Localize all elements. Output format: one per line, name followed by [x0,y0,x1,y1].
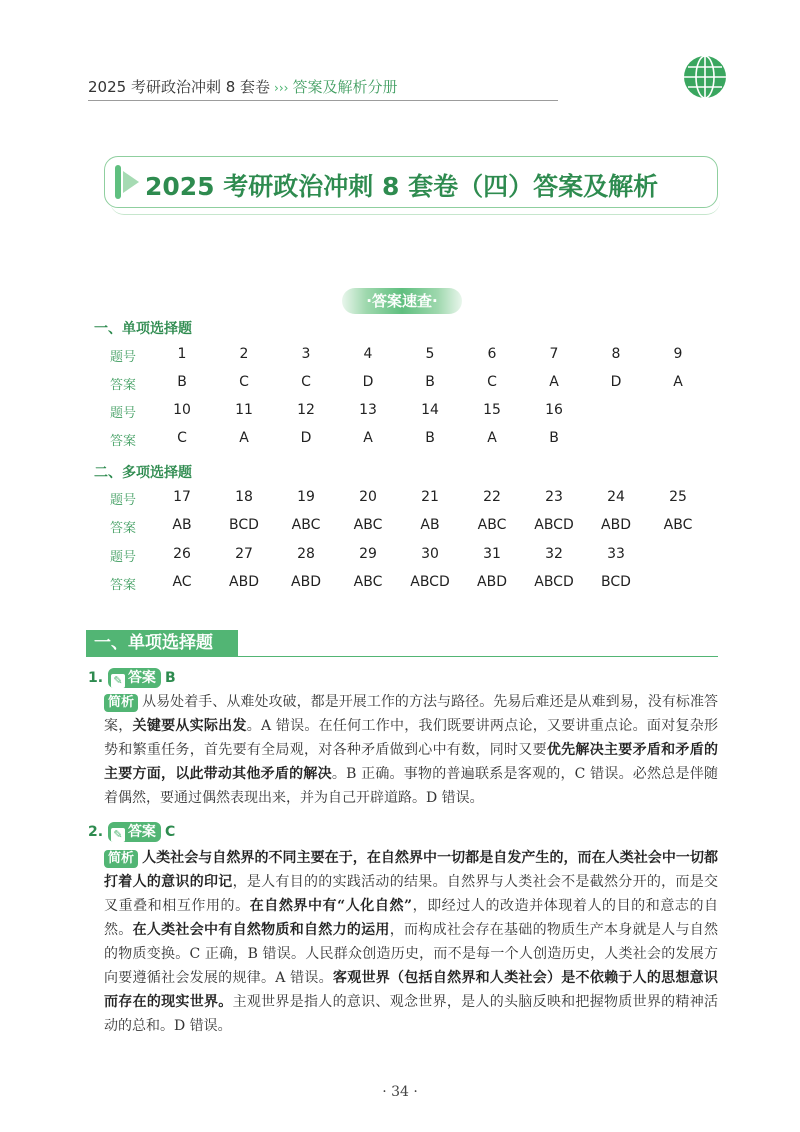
answer-cell: C [239,374,249,390]
question-number-cell: 20 [359,489,377,505]
question-number-cell: 24 [607,489,625,505]
question-1-answer-line [88,668,176,688]
answer-cell: ABC [353,517,383,533]
question-2-number: 2. [88,824,104,840]
question-number-cell: 12 [297,402,315,418]
answer-cell: C [487,374,497,390]
question-number-cell: 13 [359,402,377,418]
answer-row [0,574,800,596]
q1-bold-1: 关键要从实际出发 [132,718,247,734]
answer-cell: BCD [229,517,259,533]
answer-cell: AB [172,517,192,533]
page-number: · 34 · [382,1084,418,1100]
question-number-cell: 23 [545,489,563,505]
q1-bold-2: 优先解决主要矛盾和矛盾的主要方面，以此带动其他矛盾的解决 [104,742,719,782]
answer-cell: A [549,374,559,390]
analysis-tag [104,850,138,868]
row-label-num: 题号 [110,493,137,508]
q2-text-3: ，而构成社会存在基础的物质生产本身就是人与自然的物质变换。C 正确，B 错误。人民群众创造历史，而不是每一个人创造历史，人类社会的发展方向要遵循社会发展的规律。A 错误。 [104,922,719,986]
question-1-answer: B [164,670,176,686]
question-number-cell: 25 [669,489,687,505]
question-2-answer: C [164,824,176,840]
question-number-cell: 7 [549,346,559,362]
question-number-cell: 26 [173,546,191,562]
question-number-cell: 5 [425,346,435,362]
question-number-cell: 30 [421,546,439,562]
question-2-analysis [104,846,718,1038]
question-number-cell: 8 [611,346,621,362]
row-label-ans: 答案 [110,578,137,593]
answer-cell: ABCD [534,517,574,533]
question-number-cell: 18 [235,489,253,505]
answer-cell: D [362,374,374,390]
question-number-cell: 31 [483,546,501,562]
row-label-num: 题号 [110,350,137,365]
answer-cell: ABD [601,517,631,533]
q1-text-2: 。A 错误。在任何工作中，我们既要讲两点论，又要讲重点论。面对复杂形势和繁重任务，首先要有全局观，对各种矛盾做到心中有数，同时又要 [104,718,719,758]
question-number-cell: 2 [239,346,249,362]
question-number-cell: 16 [545,402,563,418]
answer-tag [108,668,161,688]
answer-cell: AC [172,574,192,590]
answer-cell: ABD [477,574,507,590]
section-head: 一、单项选择题 [86,630,238,656]
q1-text-3: 。B 正确。事物的普遍联系是客观的，C 错误。必然总是伴随着偶然，要通过偶然表现出来，并为自己开辟道路。D 错误。 [104,766,719,806]
answer-row [0,430,800,452]
question-number-cell: 17 [173,489,191,505]
q2-bold-2: 在自然界中有“人化自然” [249,898,413,914]
answer-cell: B [177,374,187,390]
page-title: 2025 考研政治冲刺 8 套卷（四）答案及解析 [145,172,659,201]
answer-cell: C [177,430,187,446]
question-number-cell: 11 [235,402,253,418]
question-number-cell: 19 [297,489,315,505]
answer-cell: BCD [601,574,631,590]
question-number-row [0,489,800,511]
header-rule [88,100,558,101]
row-label-ans: 答案 [110,521,137,536]
question-number-cell: 3 [301,346,311,362]
answer-cell: B [425,430,435,446]
question-number-cell: 14 [421,402,439,418]
question-number-cell: 21 [421,489,439,505]
answer-cell: A [239,430,249,446]
answer-cell: B [549,430,559,446]
answer-cell: C [301,374,311,390]
header-section: 答案及解析分册 [292,78,398,96]
answer-cell: ABCD [534,574,574,590]
analysis-tag-label: 简析 [108,851,135,866]
answer-tag [108,822,161,842]
answer-cell: ABC [663,517,693,533]
question-number-cell: 32 [545,546,563,562]
question-number-cell: 9 [673,346,683,362]
answer-cell: B [425,374,435,390]
answer-cell: ABC [353,574,383,590]
question-number-cell: 10 [173,402,191,418]
analysis-tag [104,694,138,712]
row-label-ans: 答案 [110,378,137,393]
question-number-cell: 27 [235,546,253,562]
header-book-title: 2025 考研政治冲刺 8 套卷 [88,78,271,96]
question-number-cell: 28 [297,546,315,562]
answer-cell: ABC [477,517,507,533]
header-arrows-icon: ››› [274,81,289,95]
answer-cell: A [673,374,683,390]
answer-tag-label: 答案 [127,824,156,840]
title-arrow-icon [123,171,139,193]
title-box [104,156,718,208]
question-number-row [0,346,800,368]
multi-choice-label: 二、多项选择题 [94,465,192,481]
question-number-cell: 29 [359,546,377,562]
q2-text-4: 主观世界是指人的意识、观念世界，是人的头脑反映和把握物质世界的精神活动的总和。D 错误。 [104,994,719,1034]
question-number-cell: 33 [607,546,625,562]
question-1-analysis [104,690,718,810]
question-1-number: 1. [88,670,104,686]
answer-cell: D [610,374,622,390]
pencil-icon: ✎ [111,828,125,842]
answer-cell: ABD [291,574,321,590]
answer-cell: A [363,430,373,446]
q2-text-2: ，即经过人的改造并体现着人的目的和意志的自然。 [104,898,719,938]
answer-cell: D [300,430,312,446]
answer-row [0,517,800,539]
single-choice-label: 一、单项选择题 [94,321,192,337]
question-number-cell: 1 [177,346,187,362]
row-label-num: 题号 [110,550,137,565]
question-number-row [0,546,800,568]
question-number-cell: 22 [483,489,501,505]
question-number-cell: 6 [487,346,497,362]
question-number-cell: 15 [483,402,501,418]
q2-bold-1: 人类社会与自然界的不同主要在于，在自然界中一切都是自发产生的，而在人类社会中一切都打着人的意识的印记 [104,850,718,890]
title-bar-decoration [115,165,121,199]
pencil-icon: ✎ [111,674,125,688]
answer-cell: ABD [229,574,259,590]
q1-text-1: 从易处着手、从难处攻破，都是开展工作的方法与路径。先易后难还是从难到易，没有标准答案， [104,694,718,734]
answer-cell: AB [420,517,440,533]
header-text [88,76,397,97]
question-number-row [0,402,800,424]
q2-text-1: ，是人有目的的实践活动的结果。自然界与人类社会不是截然分开的，而是交叉重叠和相互作用的。 [104,874,719,914]
globe-icon [682,54,728,100]
answer-cell: ABC [291,517,321,533]
analysis-tag-label: 简析 [108,695,135,710]
row-label-num: 题号 [110,406,137,421]
q2-bold-3: 在人类社会中有自然物质和自然力的运用 [132,922,390,938]
question-2-answer-line [88,822,175,842]
answer-tag-label: 答案 [127,670,156,686]
answer-cell: A [487,430,497,446]
answer-cell: ABCD [410,574,450,590]
quick-answer-badge: ·答案速查· [342,288,462,314]
section-rule [86,656,718,657]
running-header [88,76,728,102]
answer-row [0,374,800,396]
q2-bold-4: 客观世界（包括自然界和人类社会）是不依赖于人的思想意识而存在的现实世界。 [104,970,719,1010]
question-number-cell: 4 [363,346,373,362]
row-label-ans: 答案 [110,434,137,449]
